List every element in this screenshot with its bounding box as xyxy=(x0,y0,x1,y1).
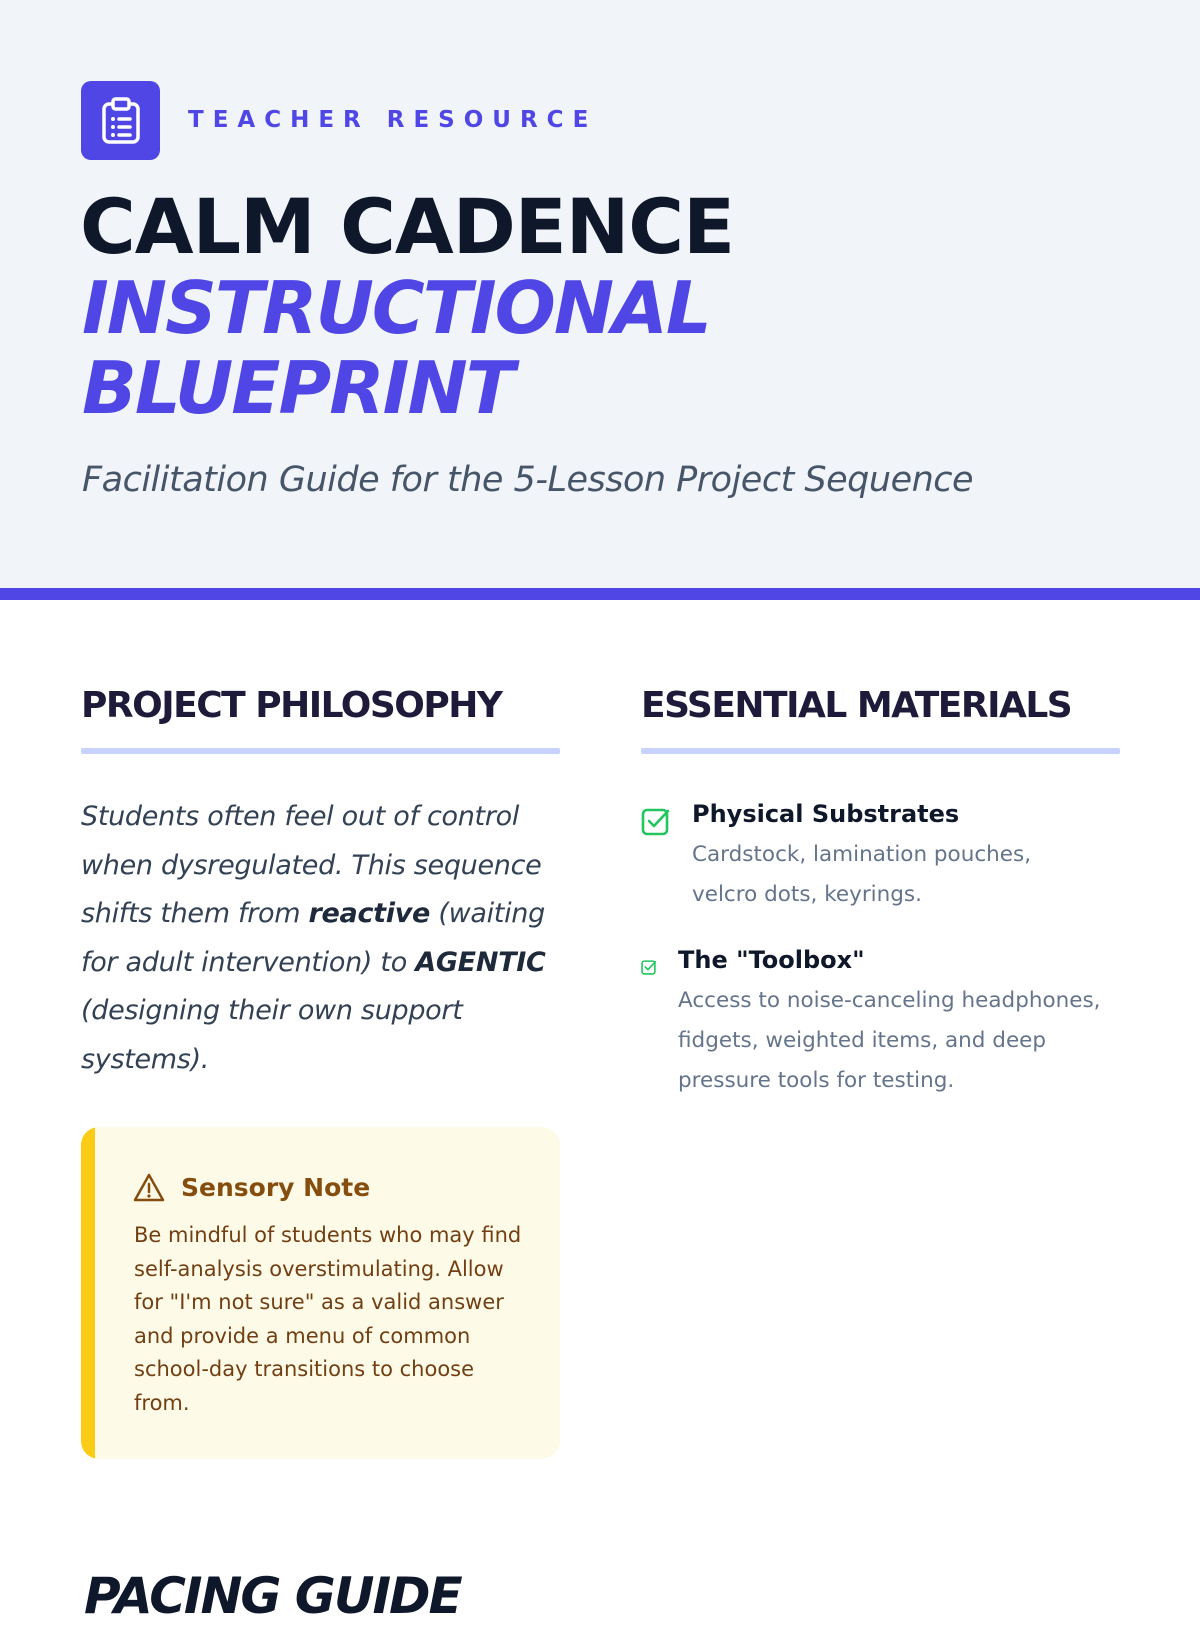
clipboard-list-icon xyxy=(81,81,160,160)
philosophy-heading: PROJECT PHILOSOPHY xyxy=(81,685,502,726)
philosophy-text xyxy=(81,793,561,1084)
warning-triangle-icon xyxy=(133,1172,165,1204)
materials-heading: ESSENTIAL MATERIALS xyxy=(641,685,1072,726)
page-title-line1: CALM CADENCE xyxy=(80,182,735,271)
philosophy-text-1: Students often feel out of control when dysregulated. This sequence shifts them from xyxy=(81,801,542,929)
material-item-desc: Access to noise-canceling headphones, fidgets, weighted items, and deep pressure tools for testing. xyxy=(678,988,1101,1093)
page-subtitle: Facilitation Guide for the 5-Lesson Project Sequence xyxy=(82,460,974,500)
page-title-line2: INSTRUCTIONAL BLUEPRINT xyxy=(82,266,710,430)
philosophy-text-2: (waiting for adult intervention) to xyxy=(81,898,545,978)
callout-accent-bar xyxy=(81,1127,95,1459)
pacing-heading: PACING GUIDE xyxy=(84,1567,461,1625)
philosophy-rule xyxy=(81,748,560,754)
material-item-title: Physical Substrates xyxy=(692,800,960,828)
kicker-label: TEACHER RESOURCE xyxy=(188,107,598,133)
callout-title: Sensory Note xyxy=(181,1173,371,1202)
hero-divider xyxy=(0,588,1200,600)
check-square-icon xyxy=(641,806,671,836)
philosophy-emph-reactive: reactive xyxy=(308,898,431,929)
material-item-title: The "Toolbox" xyxy=(678,946,865,974)
philosophy-emph-agentic: AGENTIC xyxy=(415,946,546,978)
material-item-desc: Cardstock, lamination pouches, velcro dots, keyrings. xyxy=(692,842,1032,907)
check-square-icon xyxy=(641,959,657,975)
callout-body: Be mindful of students who may find self-analysis overstimulating. Allow for "I'm not sure" as a valid answer and provide a menu of common school-day transitions to choose from. xyxy=(134,1223,522,1415)
materials-rule xyxy=(641,748,1120,754)
philosophy-text-3: (designing their own support systems). xyxy=(81,995,463,1075)
